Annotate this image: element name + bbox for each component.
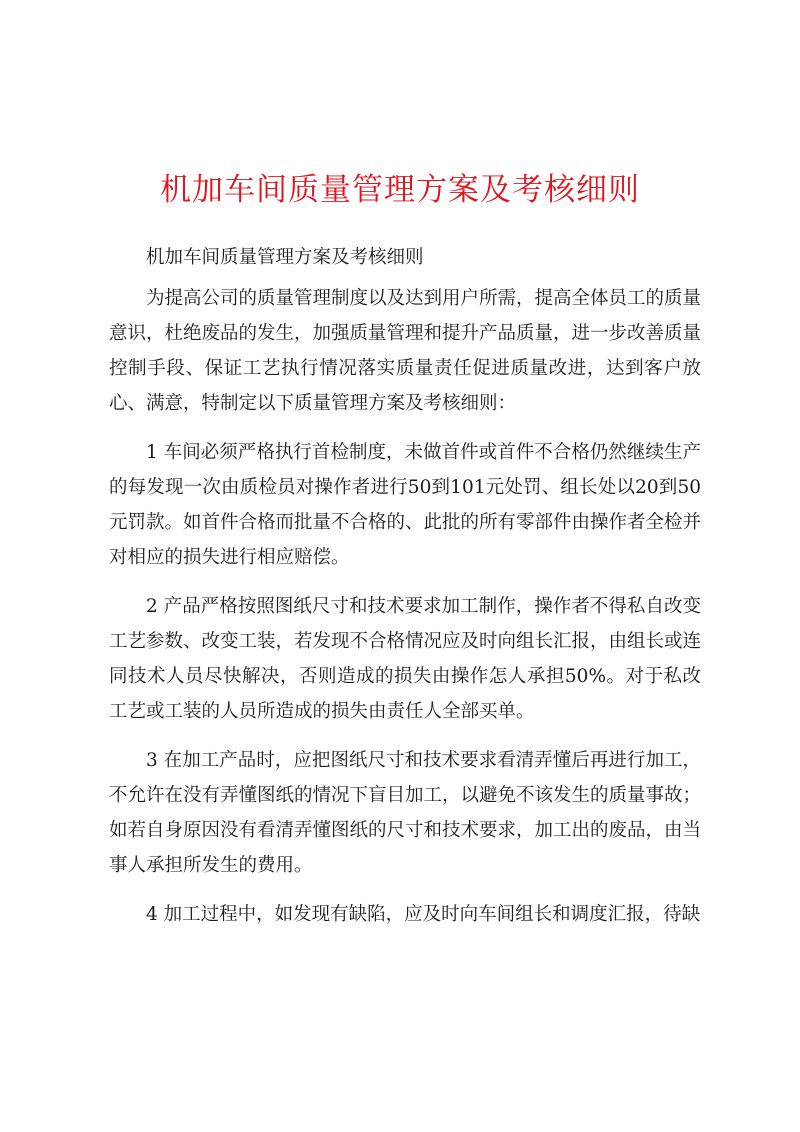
paragraph-intro: 为提高公司的质量管理制度以及达到用户所需，提高全体员工的质量意识，杜绝废品的发生，加强质量管理和提升产品质量，进一步改善质量控制手段、保证工艺执行情况落实质量责任促进质量改进，达到客户放心、满意，特制定以下质量管理方案及考核细则： [109, 288, 702, 414]
paragraph-item-3: 3 在加工产品时，应把图纸尺寸和技术要求看清弄懂后再进行加工，不允许在没有弄懂图纸的情况下盲目加工，以避免不该发生的质量事故；如若自身原因没有看清弄懂图纸的尺寸和技术要求，加工出的废品，由当事人承担所发生的费用。 [109, 750, 702, 876]
paragraph-item-1: 1 车间必须严格执行首检制度，未做首件或首件不合格仍然继续生产的每发现一次由质检员对操作者进行50到101元处罚、组长处以20到50元罚款。如首件合格而批量不合格的、此批的所有零部件由操作者全检并对相应的损失进行相应赔偿。 [109, 442, 702, 568]
document-body [109, 240, 701, 946]
document-title: 机加车间质量管理方案及考核细则 [160, 172, 640, 208]
paragraph-subtitle: 机加车间质量管理方案及考核细则 [146, 247, 424, 268]
paragraph-item-4: 4 加工过程中，如发现有缺陷，应及时向车间组长和调度汇报，待缺 [146, 904, 701, 925]
paragraph-item-2: 2 产品严格按照图纸尺寸和技术要求加工制作，操作者不得私自改变工艺参数、改变工装，若发现不合格情况应及时向组长汇报，由组长或连同技术人员尽快解决，否则造成的损失由操作怎人承担50%。对于私改工艺或工装的人员所造成的损失由责任人全部买单。 [109, 596, 702, 722]
